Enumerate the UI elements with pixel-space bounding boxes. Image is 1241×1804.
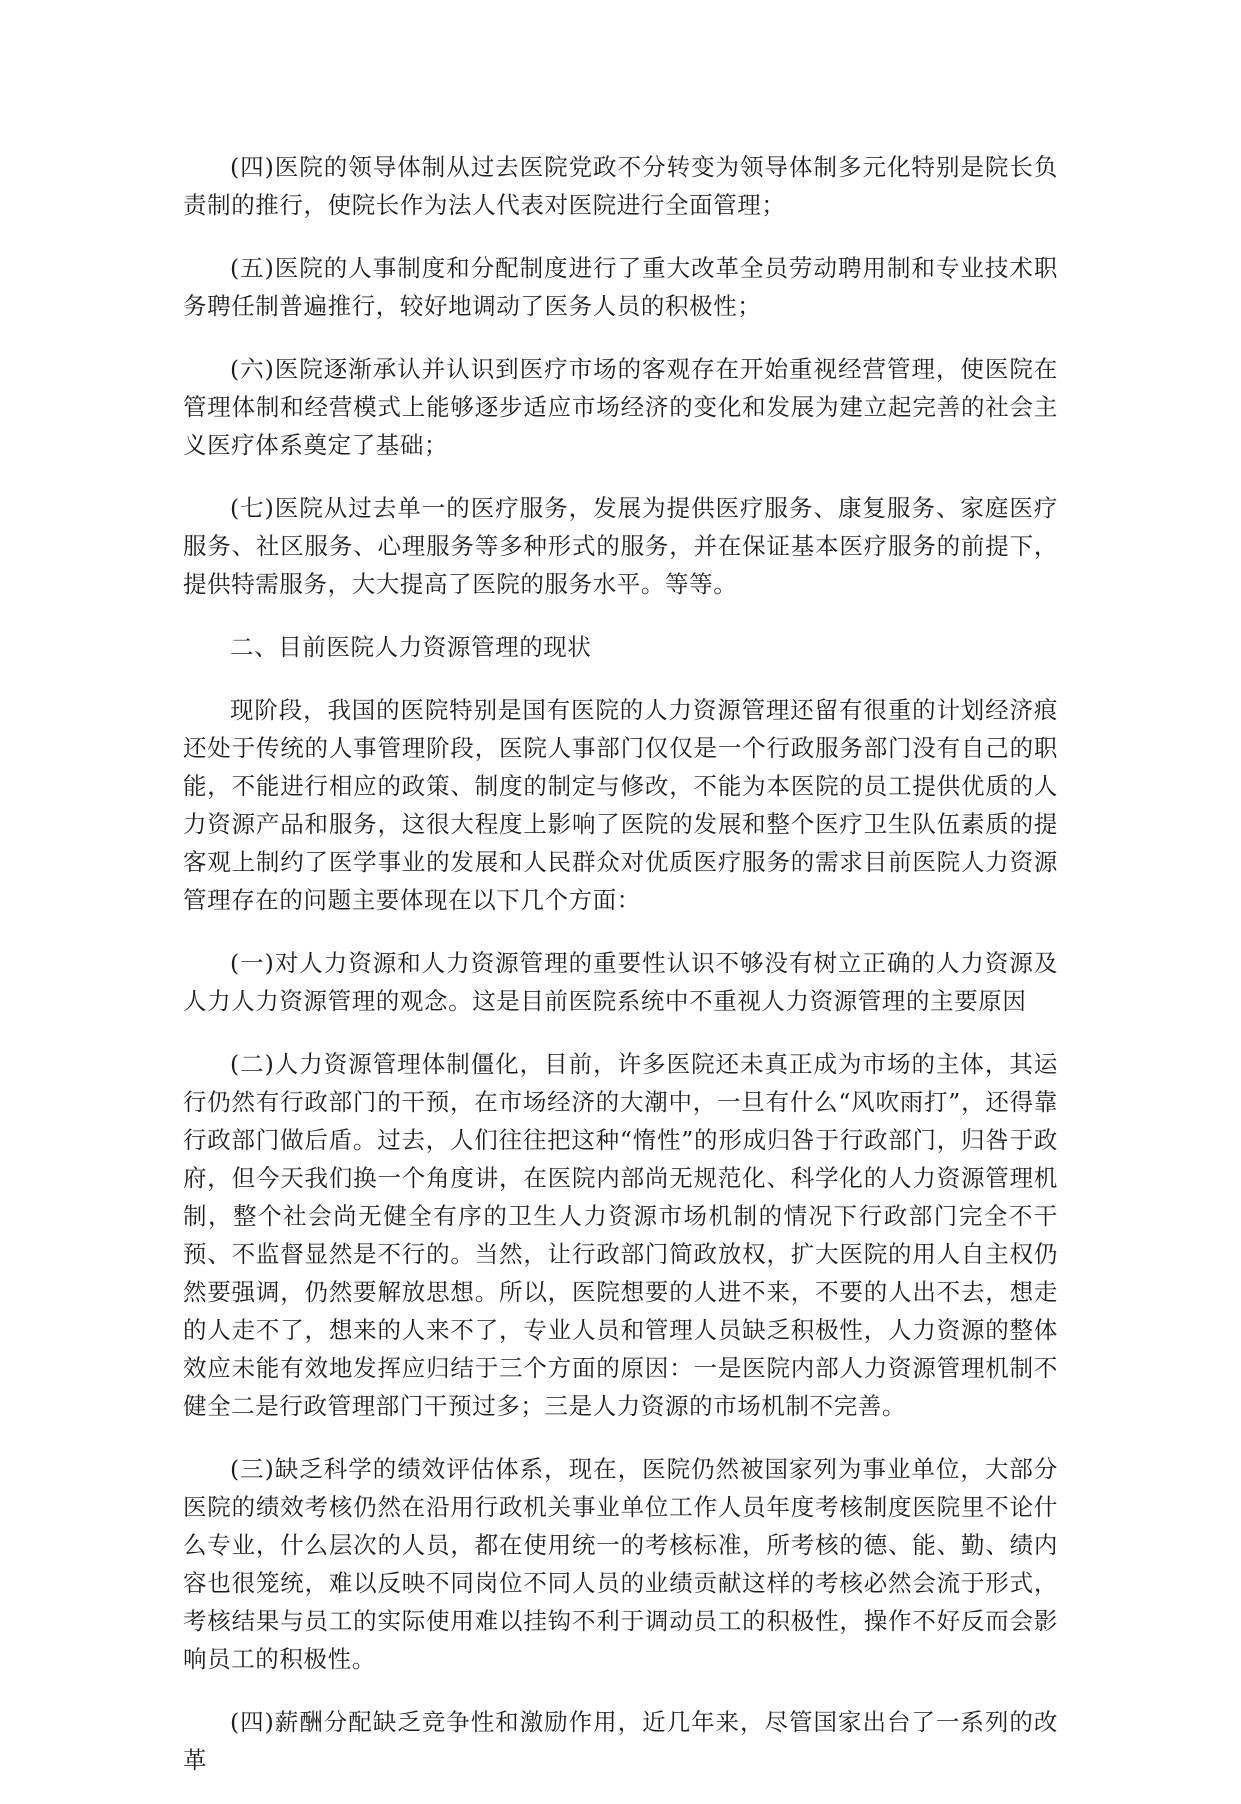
document-body: [183, 148, 1058, 1804]
paragraph-current-status: 现阶段，我国的医院特别是国有医院的人力资源管理还留有很重的计划经济痕还处于传统的人事管理阶段，医院人事部门仅仅是一个行政服务部门没有自己的职能，不能进行相应的政策、制度的制定与修改，不能为本医院的员工提供优质的人力资源产品和服务，这很大程度上影响了医院的发展和整个医疗卫生队伍素质的提客观上制约了医学事业的发展和人民群众对优质医疗服务的需求目前医院人力资源管理存在的问题主要体现在以下几个方面：: [183, 696, 1058, 914]
paragraph-leadership-system: (四)医院的领导体制从过去医院党政不分转变为领导体制多元化特别是院长负责制的推行，使院长作为法人代表对医院进行全面管理；: [183, 153, 1058, 219]
paragraph-service-diversification: (七)医院从过去单一的医疗服务，发展为提供医疗服务、康复服务、家庭医疗服务、社区服务、心理服务等多种形式的服务，并在保证基本医疗服务的前提下，提供特需服务，大大提高了医院的服务水平。等等。: [183, 494, 1058, 598]
section-heading: 二、目前医院人力资源管理的现状: [230, 633, 592, 661]
paragraph-problem-compensation: (四)薪酬分配缺乏竞争性和激励作用，近几年来，尽管国家出台了一系列的改革: [183, 1708, 1058, 1774]
paragraph-personnel-reform: (五)医院的人事制度和分配制度进行了重大改革全员劳动聘用制和专业技术职务聘任制普遍推行，较好地调动了医务人员的积极性；: [183, 254, 1058, 320]
paragraph-problem-awareness: (一)对人力资源和人力资源管理的重要性认识不够没有树立正确的人力资源及人力人力资源管理的观念。这是目前医院系统中不重视人力资源管理的主要原因: [183, 949, 1058, 1015]
paragraph-problem-rigid-system: (二)人力资源管理体制僵化，目前，许多医院还未真正成为市场的主体，其运行仍然有行政部门的干预，在市场经济的大潮中，一旦有什么“风吹雨打”，还得靠行政部门做后盾。过去，人们往往把这种“惰性”的形成归咎于行政部门，归咎于政府，但今天我们换一个角度讲，在医院内部尚无规范化、科学化的人力资源管理机制，整个社会尚无健全有序的卫生人力资源市场机制的情况下行政部门完全不干预、不监督显然是不行的。当然，让行政部门简政放权，扩大医院的用人自主权仍然要强调，仍然要解放思想。所以，医院想要的人进不来，不要的人出不去，想走的人走不了，想来的人来不了，专业人员和管理人员缺乏积极性，人力资源的整体效应未能有效地发挥应归结于三个方面的原因：一是医院内部人力资源管理机制不健全二是行政管理部门干预过多；三是人力资源的市场机制不完善。: [183, 1050, 1058, 1420]
paragraph-problem-performance: (三)缺乏科学的绩效评估体系，现在，医院仍然被国家列为事业单位，大部分医院的绩效考核仍然在沿用行政机关事业单位工作人员年度考核制度医院里不论什么专业，什么层次的人员，都在使用统一的考核标准，所考核的德、能、勤、绩内容也很笼统，难以反映不同岗位不同人员的业绩贡献这样的考核必然会流于形式，考核结果与员工的实际使用难以挂钩不利于调动员工的积极性，操作不好反而会影响员工的积极性。: [183, 1455, 1058, 1673]
paragraph-market-management: (六)医院逐渐承认并认识到医疗市场的客观存在开始重视经营管理，使医院在管理体制和经营模式上能够逐步适应市场经济的变化和发展为建立起完善的社会主义医疗体系奠定了基础；: [183, 355, 1058, 459]
